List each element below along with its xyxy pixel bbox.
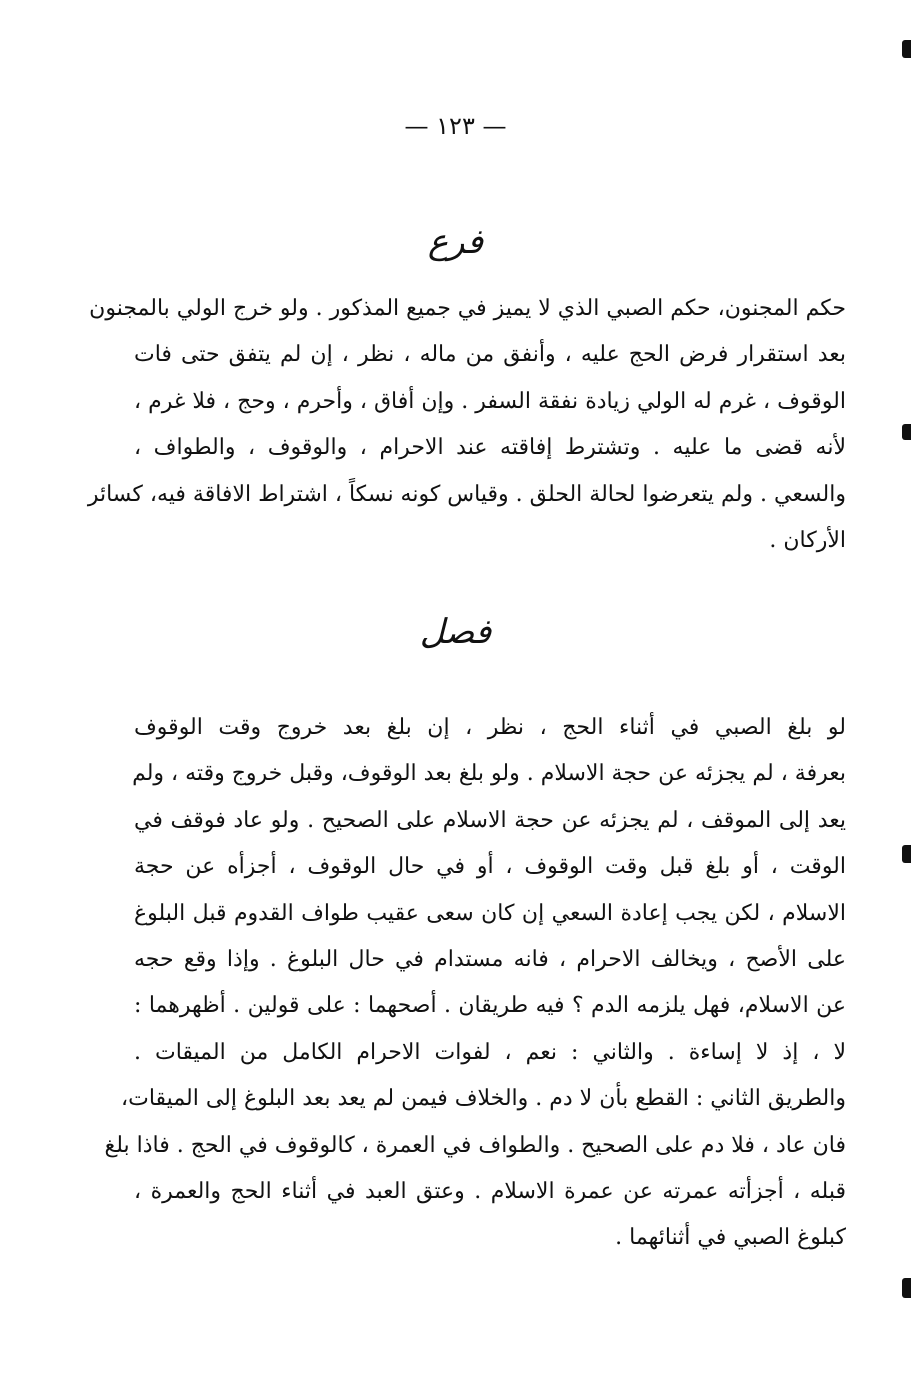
text-line: بعد استقرار فرض الحج عليه ، وأنفق من ماله ، نظر ، إن لم يتفق حتى فات — [134, 342, 846, 368]
text-line: لو بلغ الصبي في أثناء الحج ، نظر ، إن بلغ بعد خروج وقت الوقوف — [134, 715, 846, 740]
text-line: والسعي . ولم يتعرضوا لحالة الحلق . وقياس كونه نسكاً ، اشتراط الافاقة فيه، كسائر — [87, 481, 846, 507]
section-heading-fara: فرع — [427, 222, 484, 262]
page-edge-mark — [902, 845, 911, 863]
text-line: والطريق الثاني : القطع بأن لا دم . والخلاف فيمن لم يعد بعد البلوغ إلى الميقات، — [121, 1086, 846, 1112]
text-line: الوقت ، أو بلغ قبل وقت الوقوف ، أو في حال الوقوف ، أجزأه عن حجة — [134, 854, 846, 880]
page-edge-mark — [902, 424, 911, 440]
paragraph-fara — [87, 286, 846, 564]
page-edge-mark — [902, 1278, 911, 1298]
text-line: لأنه قضى ما عليه . وتشترط إفاقته عند الاحرام ، والوقوف ، والطواف ، — [134, 435, 846, 461]
page-number: — ١٢٣ — — [404, 112, 507, 140]
text-line: كبلوغ الصبي في أثنائهما . — [615, 1225, 846, 1251]
text-line: الأركان . — [769, 527, 846, 553]
paragraph-fasl — [104, 705, 846, 1262]
text-line: فان عاد ، فلا دم على الصحيح . والطواف في العمرة ، كالوقوف في الحج . فاذا بلغ — [104, 1132, 846, 1158]
text-line: حكم المجنون، حكم الصبي الذي لا يميز في جميع المذكور . ولو خرج الولي بالمجنون — [89, 296, 846, 321]
text-line: لا ، إذ لا إساءة . والثاني : نعم ، لفوات الاحرام الكامل من الميقات . — [134, 1039, 846, 1065]
section-heading-fasl: فصل — [419, 612, 492, 652]
text-line: على الأصح ، ويخالف الاحرام ، فانه مستدام في حال البلوغ . وإذا وقع حجه — [134, 946, 846, 972]
page-edge-mark — [902, 40, 911, 58]
text-line: يعد إلى الموقف ، لم يجزئه عن حجة الاسلام على الصحيح . ولو عاد فوقف في — [134, 807, 846, 833]
text-line: قبله ، أجزأته عمرته عن عمرة الاسلام . وعتق العبد في أثناء الحج والعمرة ، — [134, 1178, 846, 1204]
text-line: بعرفة ، لم يجزئه عن حجة الاسلام . ولو بلغ بعد الوقوف، وقبل خروج وقته ، ولم — [132, 761, 846, 787]
text-line: الاسلام ، لكن يجب إعادة السعي إن كان سعى عقيب طواف القدوم قبل البلوغ — [134, 900, 846, 926]
text-line: عن الاسلام، فهل يلزمه الدم ؟ فيه طريقان . أصحهما : على قولين . أظهرهما : — [134, 993, 846, 1019]
text-line: الوقوف ، غرم له الولي زيادة نفقة السفر . وإن أفاق ، وأحرم ، وحج ، فلا غرم ، — [134, 388, 846, 414]
